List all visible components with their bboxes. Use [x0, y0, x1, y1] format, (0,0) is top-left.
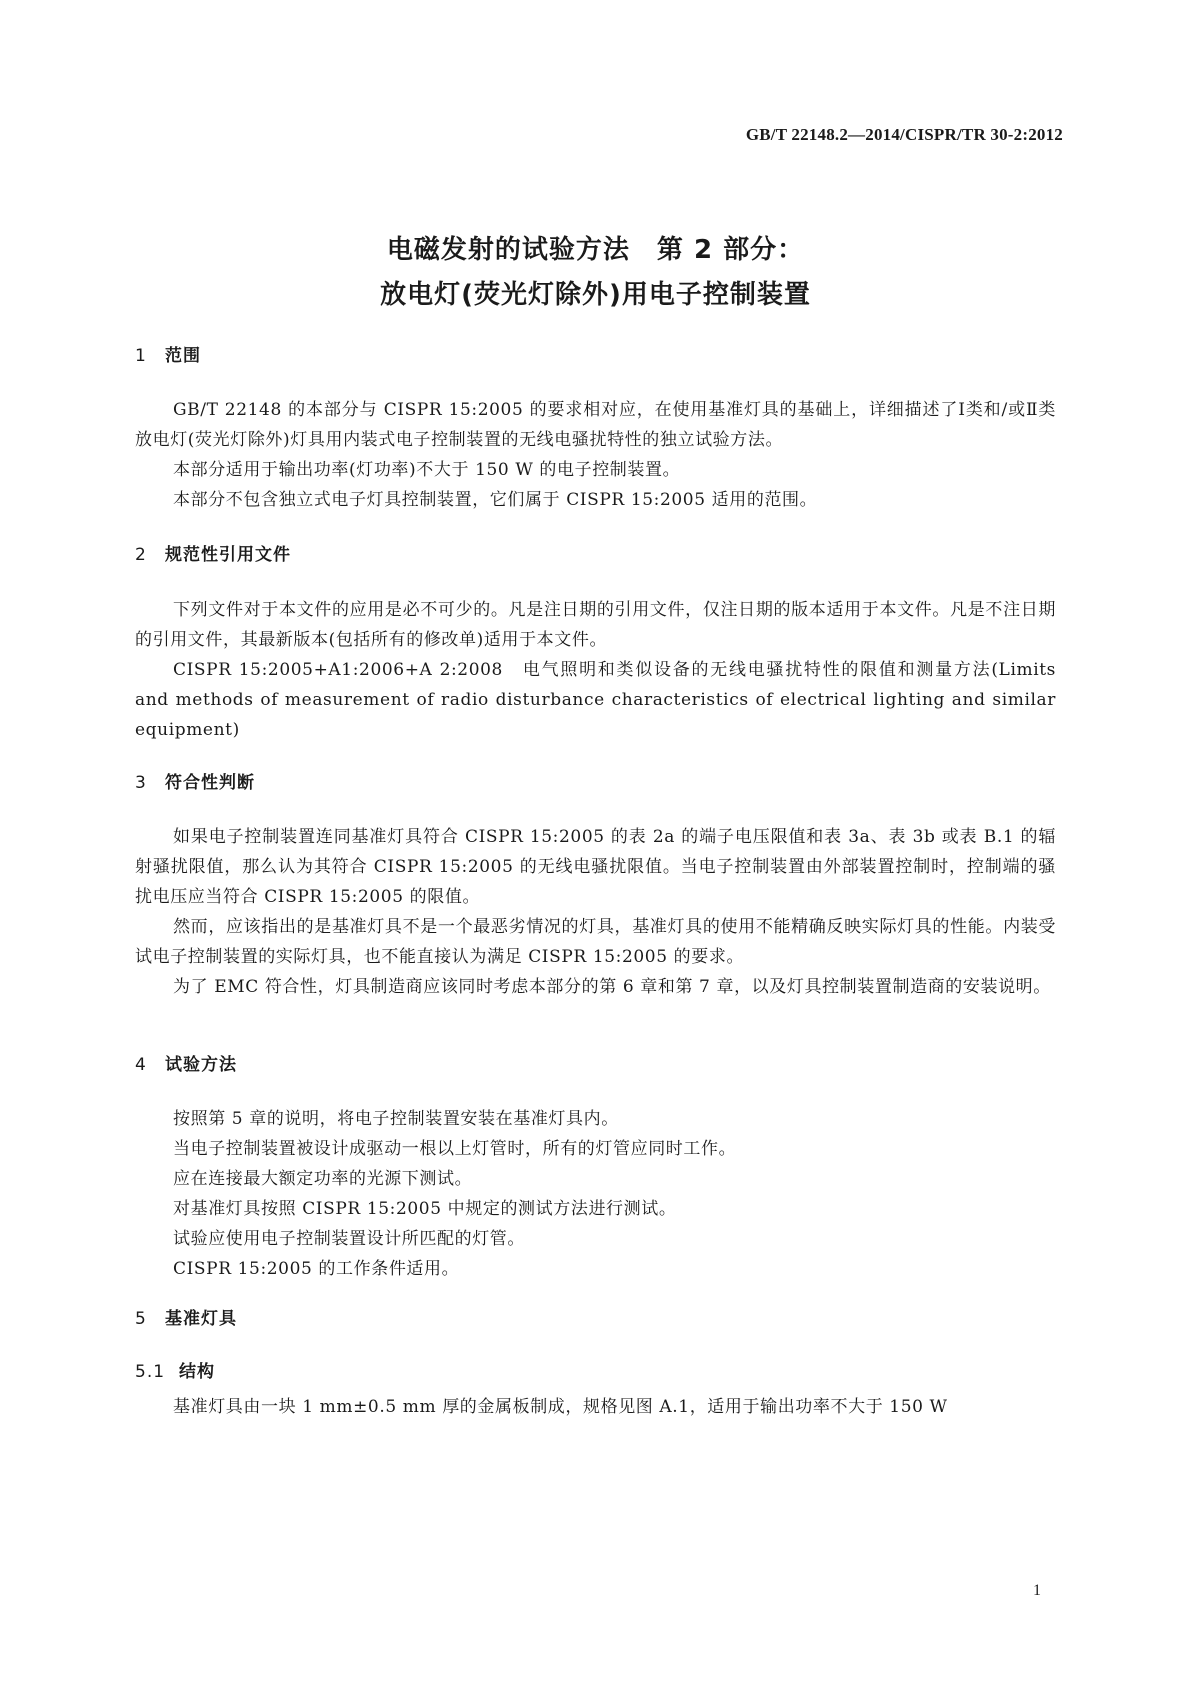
- section-5-heading: [135, 1304, 237, 1329]
- page-number: 1: [1033, 1582, 1041, 1599]
- section-4-line: 试验应使用电子控制装置设计所匹配的灯管。: [173, 1229, 525, 1249]
- section-number: 5: [135, 1309, 147, 1329]
- section-1-paragraph-1: GB/T 22148 的本部分与 CISPR 15:2005 的要求相对应，在使用基准灯具的基础上，详细描述了Ⅰ类和/或Ⅱ类放电灯(荧光灯除外)灯具用内装式电子控制装置的无线电骚扰特性的独立试验方法。: [135, 400, 1056, 450]
- section-3-paragraph-1: 如果电子控制装置连同基准灯具符合 CISPR 15:2005 的表 2a 的端子电压限值和表 3a、表 3b 或表 B.1 的辐射骚扰限值，那么认为其符合 CISPR 15:2005 的无线电骚扰限值。当电子控制装置由外部装置控制时，控制端的骚扰电压应当符合 CISPR 15:2005 的限值。: [135, 827, 1056, 907]
- section-4-line: 当电子控制装置被设计成驱动一根以上灯管时，所有的灯管应同时工作。: [173, 1139, 737, 1159]
- subsection-number: 5.1: [135, 1362, 166, 1382]
- section-2-paragraph-1: 下列文件对于本文件的应用是必不可少的。凡是注日期的引用文件，仅注日期的版本适用于本文件。凡是不注日期的引用文件，其最新版本(包括所有的修改单)适用于本文件。: [135, 600, 1056, 650]
- section-4-line: 对基准灯具按照 CISPR 15:2005 中规定的测试方法进行测试。: [173, 1199, 677, 1219]
- section-1-paragraph-3: 本部分不包含独立式电子灯具控制装置，它们属于 CISPR 15:2005 适用的范围。: [173, 490, 818, 510]
- section-1-heading: [135, 341, 201, 366]
- subsection-5-1-heading: [135, 1357, 215, 1382]
- section-3-paragraph-3: 为了 EMC 符合性，灯具制造商应该同时考虑本部分的第 6 章和第 7 章，以及灯具控制装置制造商的安装说明。: [173, 977, 1051, 997]
- section-4-heading: [135, 1050, 237, 1075]
- document-title-line-2: 放电灯(荧光灯除外)用电子控制装置: [380, 280, 811, 310]
- section-number: 2: [135, 545, 147, 565]
- section-number: 1: [135, 346, 147, 366]
- document-title-line-1: 电磁发射的试验方法 第 2 部分：: [386, 235, 805, 265]
- section-4-line: CISPR 15:2005 的工作条件适用。: [173, 1259, 460, 1279]
- section-3-heading: [135, 768, 255, 793]
- section-title: 范围: [165, 346, 201, 366]
- section-title: 基准灯具: [165, 1309, 237, 1329]
- section-2-heading: [135, 540, 291, 565]
- subsection-5-1-paragraph-1: 基准灯具由一块 1 mm±0.5 mm 厚的金属板制成，规格见图 A.1，适用于输出功率不大于 150 W: [173, 1397, 948, 1417]
- section-4-line: 应在连接最大额定功率的光源下测试。: [173, 1169, 473, 1189]
- section-3-paragraph-2: 然而，应该指出的是基准灯具不是一个最恶劣情况的灯具，基准灯具的使用不能精确反映实际灯具的性能。内装受试电子控制装置的实际灯具，也不能直接认为满足 CISPR 15:2005 的要求。: [135, 917, 1056, 967]
- section-4-line: 按照第 5 章的说明，将电子控制装置安装在基准灯具内。: [173, 1109, 619, 1129]
- section-number: 3: [135, 773, 147, 793]
- section-title: 试验方法: [165, 1055, 237, 1075]
- subsection-title: 结构: [179, 1362, 215, 1382]
- section-number: 4: [135, 1055, 147, 1075]
- section-2-paragraph-2: CISPR 15:2005+A1:2006+A 2:2008 电气照明和类似设备的无线电骚扰特性的限值和测量方法(Limits and methods of measurement of radio disturbance characteristics of electrical lighting and similar equipment): [135, 660, 1056, 740]
- standard-code: GB/T 22148.2—2014/CISPR/TR 30-2:2012: [745, 125, 1063, 144]
- section-1-paragraph-2: 本部分适用于输出功率(灯功率)不大于 150 W 的电子控制装置。: [173, 460, 681, 480]
- section-title: 规范性引用文件: [165, 545, 291, 565]
- section-title: 符合性判断: [165, 773, 255, 793]
